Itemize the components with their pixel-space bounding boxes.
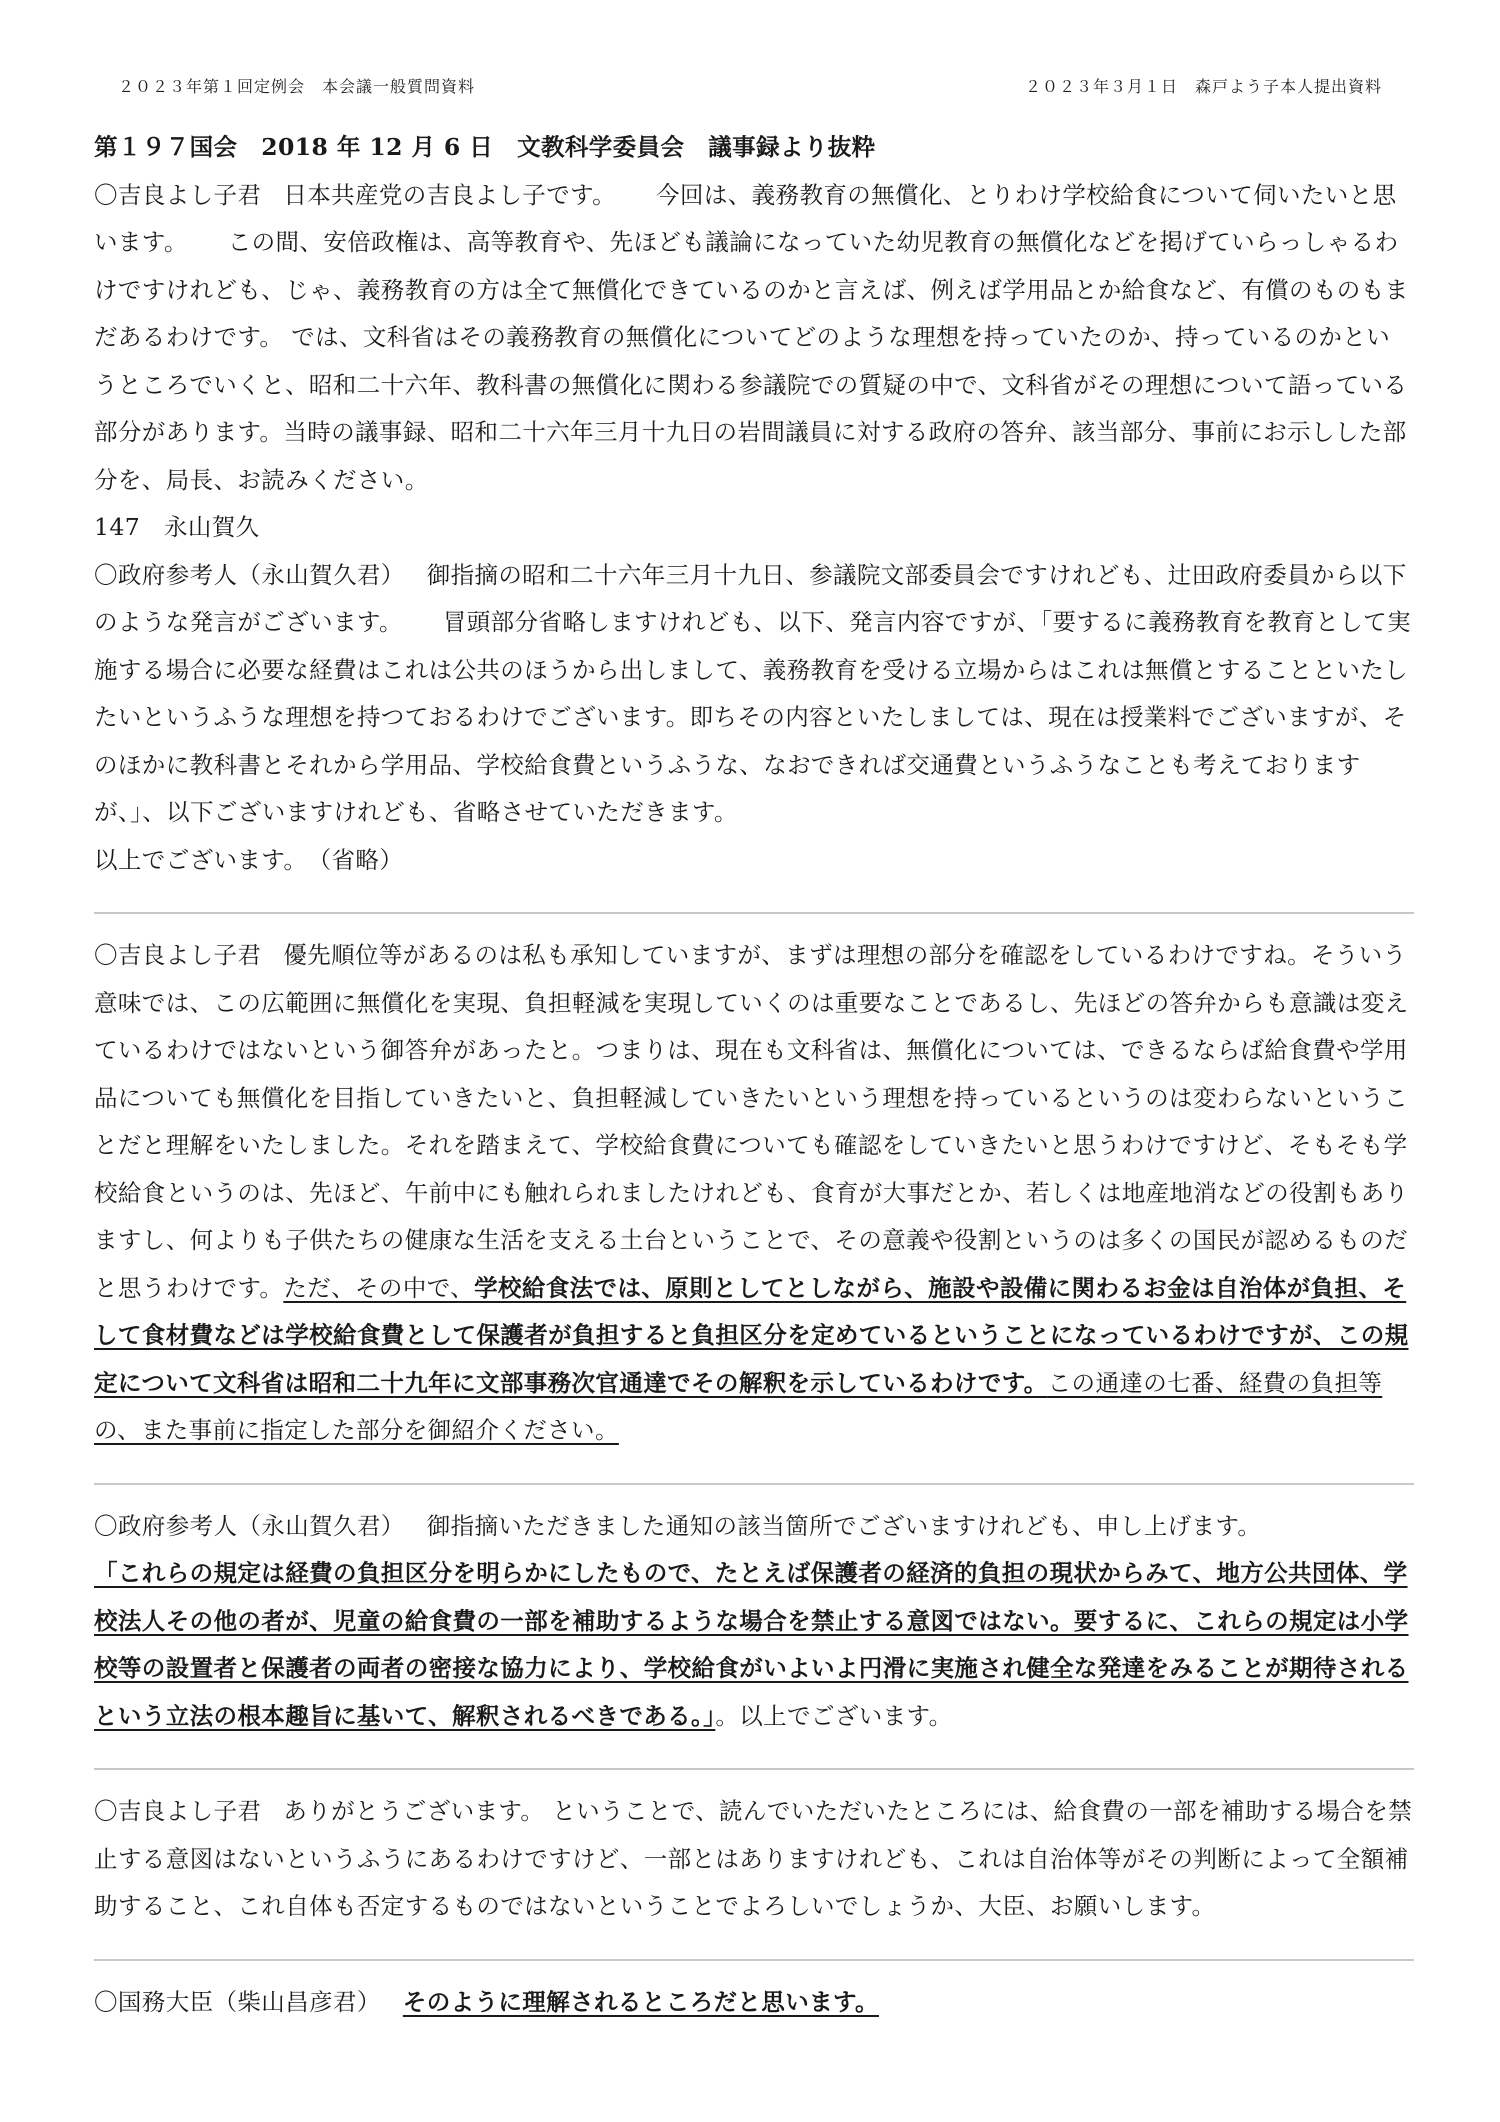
statement-text: 御指摘いただきました通知の該当箇所でございますけれども、申し上げます。 [426, 1511, 1262, 1540]
document-title: 第１９７国会 2018 年 12 月 6 日 文教科学委員会 議事録より抜粋 [94, 133, 876, 161]
section-divider [94, 1768, 1414, 1770]
statement-kira-1 [94, 172, 1414, 505]
statement-text: 優先順位等があるのは私も承知していますが、まずは理想の部分を確認をしているわけですね。そういう意味では、この広範囲に無償化を実現、負担軽減を実現していくのは重要なことであるし、先ほどの答弁からも意識は変えているわけではないという御答弁があったと。つまりは、現在も文科省は、無償化については、できるならば給食費や学用品についても無償化を目指していきたいと、負担軽減していきたいという理想を持っているというのは変わらないということだと理解をいたしました。それを踏まえて、学校給食費についても確認をしていきたいと思うわけですけど、そもそも学校給食というのは、先ほど、午前中にも触れられましたけれども、食育が大事だとか、若しくは地産地消などの役割もありますし、何よりも子供たちの健康な生活を支える土台ということで、その意義や役割というのは多くの国民が認めるものだと思うわけです。 [94, 941, 1409, 1302]
statement-text: 以上でございます。 （省略） [94, 845, 404, 874]
header-left: ２０２３年第１回定例会 本会議一般質問資料 [118, 77, 476, 96]
speaker-name: 〇吉良よし子君 [94, 941, 262, 969]
statement-text: ありがとうございます。 ということで、読んでいただいたところには、給食費の一部を補助する場合を禁止する意図はないというふうにあるわけですけど、一部とはありますけれども、これは自治体等がその判断によって全額補助すること、これ自体も否定するものではないということでよろしいでしょうか、大臣、お願いします。 [94, 1797, 1413, 1920]
underlined-text: ただ、その中で、 [283, 1273, 475, 1302]
speaker-marker: 147 永山賀久 [94, 513, 260, 541]
statement-text: 日本共産党の吉良よし子です。 [283, 180, 617, 209]
emphasized-text: 「これらの規定は経費の負担区分を明らかにしたもので、たとえば保護者の経済的負担の現状からみて、地方公共団体、学校法人その他の者が、児童の給食費の一部を補助するような場合を禁止する意図ではない。要するに、これらの規定は小学校等の設置者と保護者の両者の密接な協力により、学校給食がいよいよ円滑に実施され健全な発達をみることが期待されるという立法の根本趣旨に基いて、解釈されるべきである。」 [94, 1559, 1409, 1730]
statement-text: 御指摘の昭和二十六年三月十九日、参議院文部委員会ですけれども、辻田政府委員から以下のような発言がございます。 [94, 560, 1407, 636]
statement-shibayama [94, 1979, 1414, 2027]
statement-text: 。以上でございます。 [715, 1701, 953, 1730]
speaker-name: 〇国務大臣（柴山昌彦君） [94, 1987, 381, 2016]
section-divider [94, 1959, 1414, 1961]
underlined-text: この通達の七番、経費の負担等の、また事前に指定した部分を御紹介ください。 [94, 1368, 1383, 1444]
header-right: ２０２３年３月１日 森戸よう子本人提出資料 [1024, 77, 1382, 96]
speaker-name: 〇政府参考人（永山賀久君） [94, 560, 405, 589]
speaker-name: 〇政府参考人（永山賀久君） [94, 1511, 405, 1540]
statement-text: 冒頭部分省略しますけれども、以下、発言内容ですが、「要するに義務教育を教育として実施する場合に必要な経費はこれは公共のほうから出しまして、義務教育を受ける立場からはこれは無償とすることといたしたいというふうな理想を持つておるわけでございます。即ちその内容といたしましては、現在は授業料でございますが、そのほかに教科書とそれから学用品、学校給食費というふうな、なおできれば交通費というふうなことも考えておりますが、」、以下ございますけれども、省略させていただきます。 [94, 608, 1411, 826]
statement-kira-2 [94, 932, 1414, 1455]
section-divider [94, 912, 1414, 914]
section-divider [94, 1483, 1414, 1485]
speaker-name: 〇吉良よし子君 [94, 1797, 262, 1825]
transcript-body [94, 124, 1414, 2026]
statement-text: 今回は、義務教育の無償化、とりわけ学校給食について伺いたいと思います。 [94, 180, 1397, 256]
statement-text: この間、安倍政権は、高等教育や、先ほども議論になっていた幼児教育の無償化などを掲げていらっしゃるわけですけれども、じゃ、義務教育の方は全て無償化できているのかと言えば、例えば学用品とか給食など、有償のものもまだあるわけです。 では、文科省はその義務教育の無償化についてどのような理想を持っていたのか、持っているのかというところでいくと、昭和二十六年、教科書の無償化に関わる参議院での質疑の中で、文科省がその理想について語っている部分があります。当時の議事録、昭和二十六年三月十九日の岩間議員に対する政府の答弁、該当部分、事前にお示しした部分を、局長、お読みください。 [94, 228, 1409, 494]
emphasized-text: 学校給食法では、原則としてとしながら、施設や設備に関わるお金は自治体が負担、そして食材費などは学校給食費として保護者が負担すると負担区分を定めているということになっているわけですが、この規定について文科省は昭和二十九年に文部事務次官通達でその解釈を示しているわけです。 [94, 1273, 1409, 1397]
statement-nagayama-2 [94, 1503, 1414, 1741]
statement-nagayama-1 [94, 552, 1414, 885]
emphasized-text: そのように理解されるところだと思います。 [402, 1987, 879, 2016]
speaker-name: 〇吉良よし子君 [94, 180, 262, 209]
statement-kira-3 [94, 1788, 1414, 1931]
